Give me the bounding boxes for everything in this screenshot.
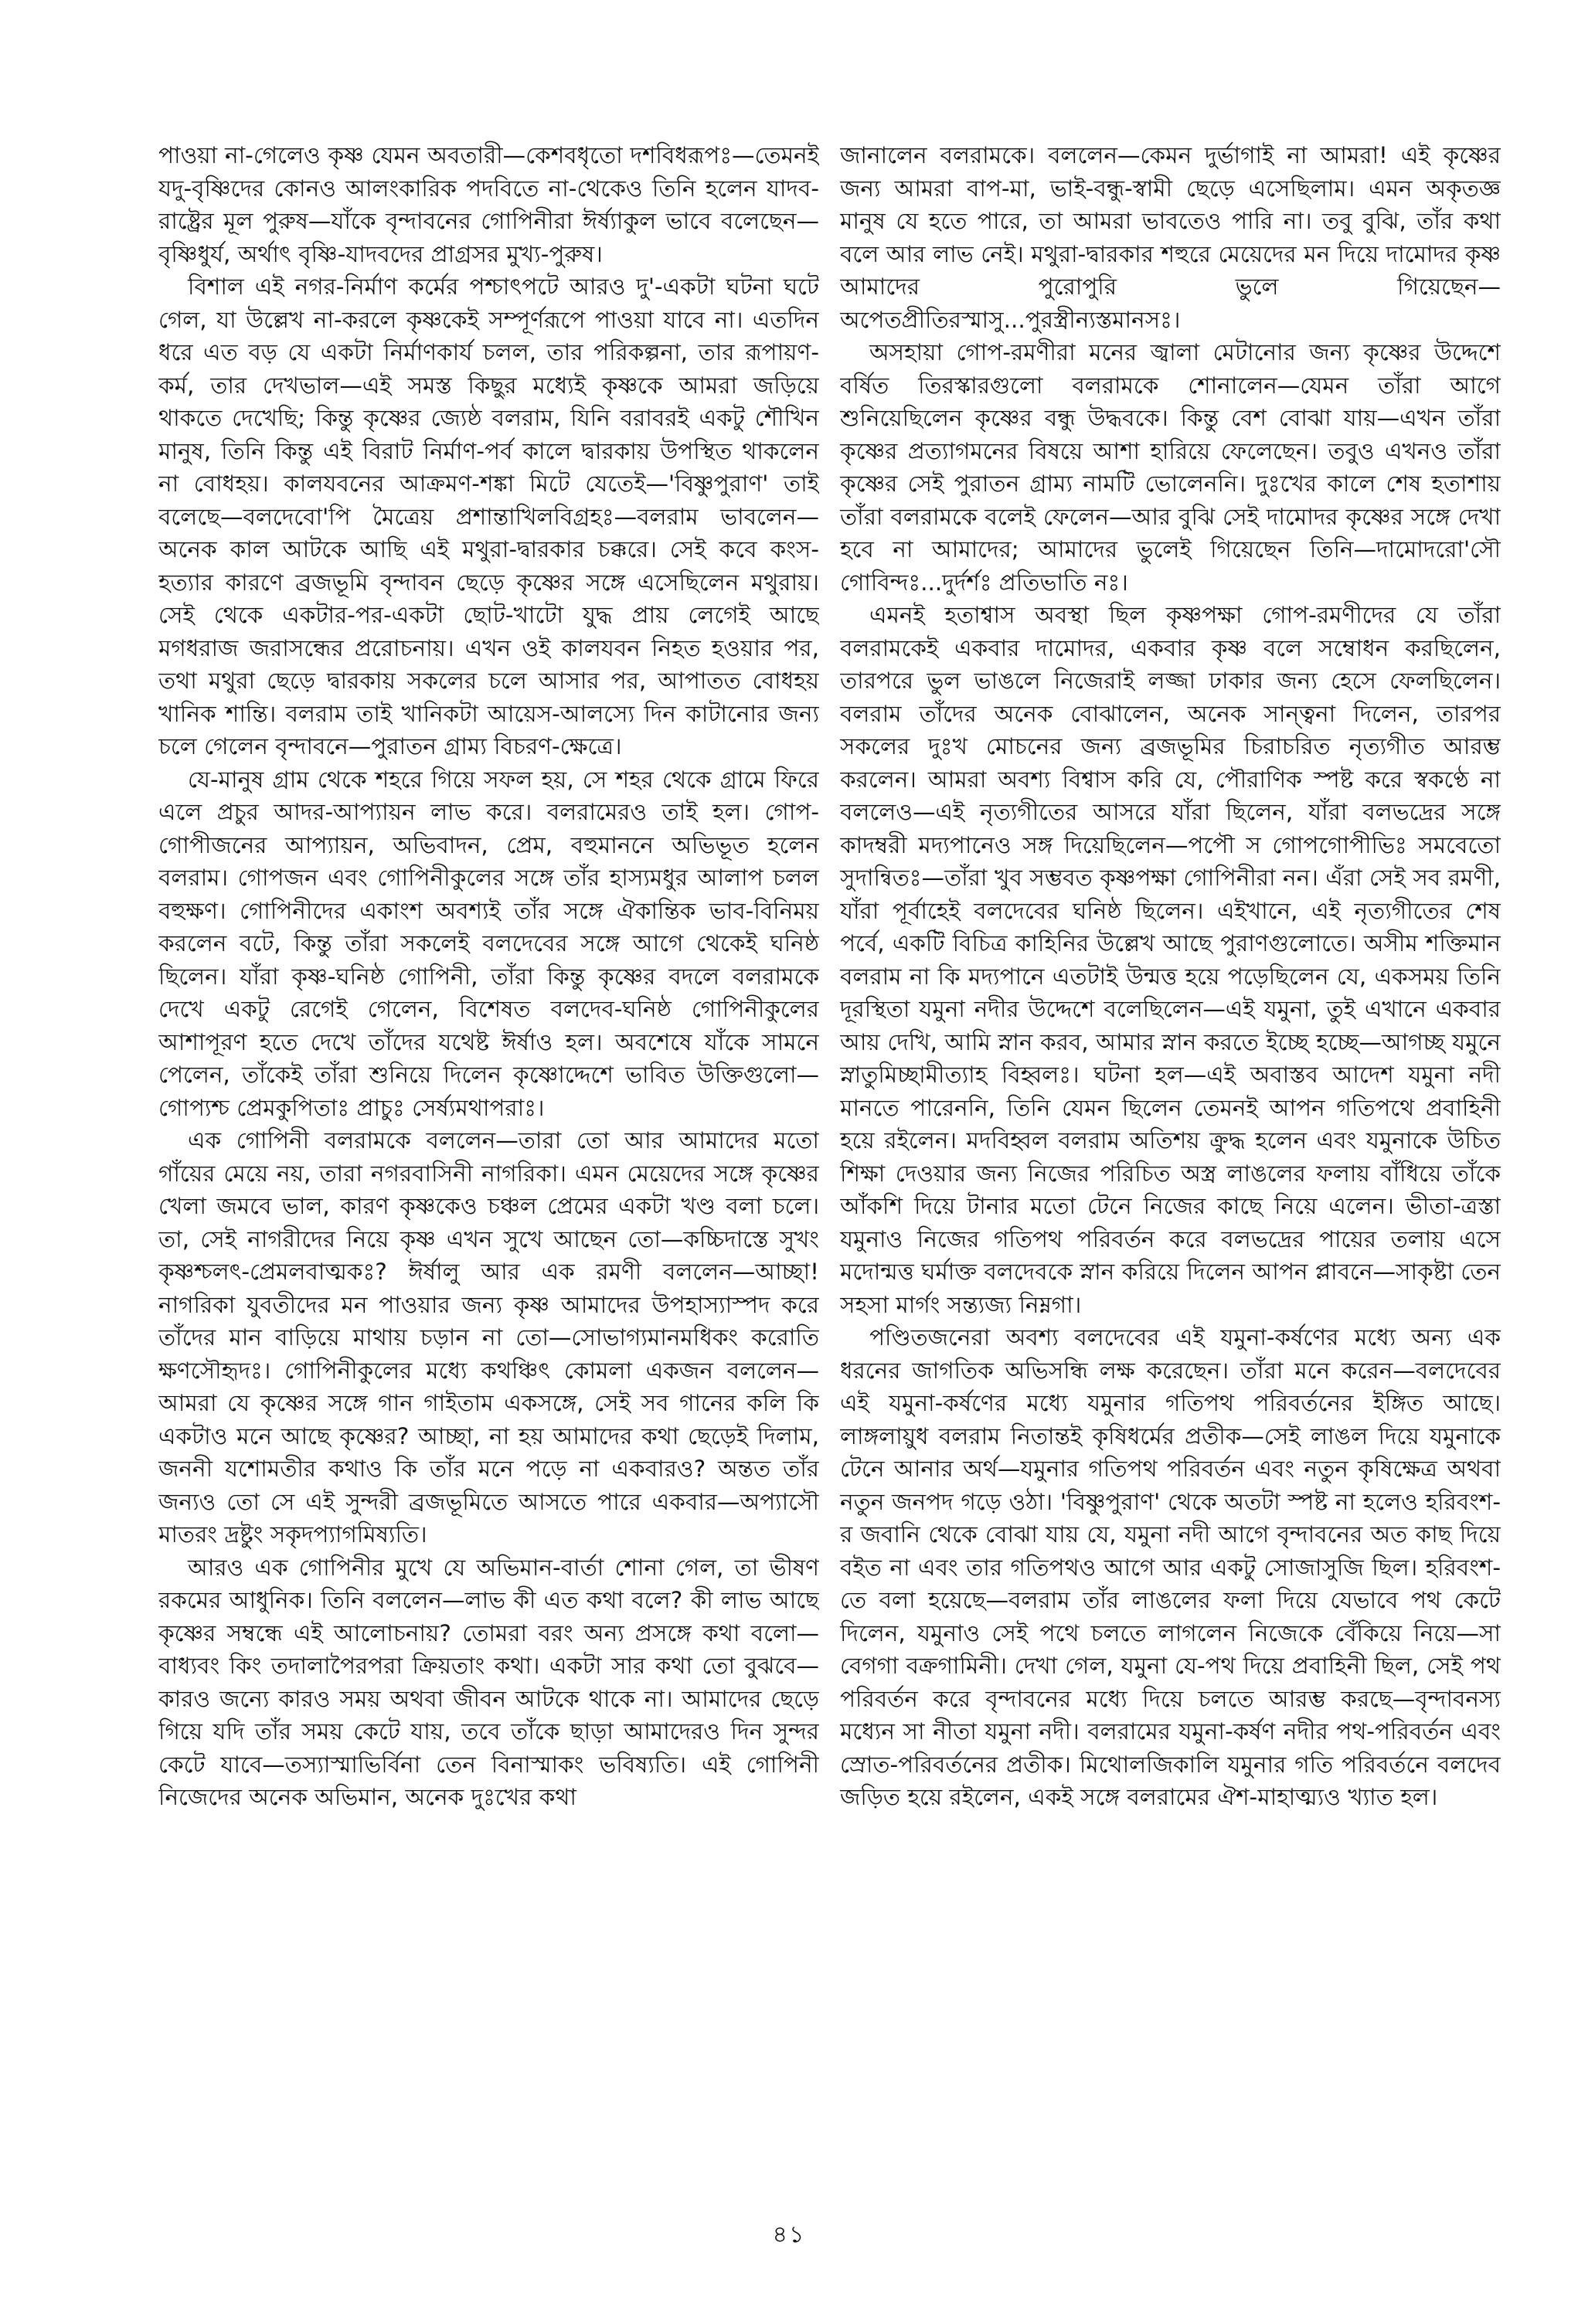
right-text-column (840, 139, 1501, 2271)
paragraph: অসহায়া গোপ-রমণীরা মনের জ্বালা মেটানোর জন্য কৃষ্ণের উদ্দেশে বর্ষিত তিরস্কারগুলো বলরামকে শোনালেন—যেমন তাঁরা আগে শুনিয়েছিলেন কৃষ্ণের বন্ধু উদ্ধবকে। কিন্তু বেশ বোঝা যায়—এখন তাঁরা কৃষ্ণের প্রত্যাগমনের বিষয়ে আশা হারিয়ে ফেলেছেন। তবুও এখনও তাঁরা কৃষ্ণের সেই পুরাতন গ্রাম্য নামটি ভোলেননি। দুঃখের কালে শেষ হতাশায় তাঁরা বলরামকে বলেই ফেলেন—আর বুঝি সেই দামোদর কৃষ্ণের সঙ্গে দেখা হবে না আমাদের; আমাদের ভুলেই গিয়েছেন তিনি—দামোদরো'সৌ গোবিন্দঃ...দুর্দর্শঃ প্রতিভাতি নঃ। (840, 339, 1501, 596)
paragraph: বিশাল এই নগর-নির্মাণ কর্মের পশ্চাৎপটে আরও দু'-একটা ঘটনা ঘটে গেল, যা উল্লেখ না-করলে কৃষ্ণকেই সম্পূর্ণরূপে পাওয়া যাবে না। এতদিন ধরে এত বড় যে একটা নির্মাণকার্য চলল, তার পরিকল্পনা, তার রূপায়ণ-কর্ম, তার দেখভাল—এই সমস্ত কিছুর মধ্যেই কৃষ্ণকে আমরা জড়িয়ে থাকতে দেখেছি; কিন্তু কৃষ্ণের জ্যেষ্ঠ বলরাম, যিনি বরাবরই একটু শৌখিন মানুষ, তিনি কিন্তু এই বিরাট নির্মাণ-পর্ব কালে দ্বারকায় উপস্থিত থাকলেন না বোধহয়। কালযবনের আক্রমণ-শঙ্কা মিটে যেতেই—'বিষ্ণুপুরাণ' তাই বলেছে—বলদেবো'পি মৈত্রেয় প্রশান্তাখিলবিগ্রহঃ—বলরাম ভাবলেন—অনেক কাল আটকে আছি এই মথুরা-দ্বারকার চক্করে। সেই কবে কংস-হত্যার কারণে ব্রজভূমি বৃন্দাবন ছেড়ে কৃষ্ণের সঙ্গে এসেছিলেন মথুরায়। সেই থেকে একটার-পর-একটা ছোট-খাটো যুদ্ধ প্রায় লেগেই আছে মগধরাজ জরাসন্ধের প্ররোচনায়। এখন ওই কালযবন নিহত হওয়ার পর, তথা মথুরা ছেড়ে দ্বারকায় সকলের চলে আসার পর, আপাতত বোধহয় খানিক শান্তি। বলরাম তাই খানিকটা আয়েস-আলস্যে দিন কাটানোর জন্য চলে গেলেন বৃন্দাবনে—পুরাতন গ্রাম্য বিচরণ-ক্ষেত্রে। (158, 274, 819, 759)
paragraph: জানালেন বলরামকে। বললেন—কেমন দুর্ভাগাই না আমরা! এই কৃষ্ণের জন্য আমরা বাপ-মা, ভাই-বন্ধু-স্বামী ছেড়ে এসেছিলাম। এমন অকৃতজ্ঞ মানুষ যে হতে পারে, তা আমরা ভাবতেও পারি না। তবু বুঝি, তাঁর কথা বলে আর লাভ নেই। মথুরা-দ্বারকার শহুরে মেয়েদের মন দিয়ে দামোদর কৃষ্ণ আমাদের পুরোপুরি ভুলে গিয়েছেন—অপেতপ্রীতিরস্মাসু...পুরস্ত্রীন্যস্তমানসঃ। (840, 142, 1501, 333)
paragraph: যে-মানুষ গ্রাম থেকে শহরে গিয়ে সফল হয়, সে শহর থেকে গ্রামে ফিরে এলে প্রচুর আদর-আপ্যায়ন লাভ করে। বলরামেরও তাই হল। গোপ-গোপীজনের আপ্যায়ন, অভিবাদন, প্রেম, বহুমাননে অভিভূত হলেন বলরাম। গোপজন এবং গোপিনীকুলের সঙ্গে তাঁর হাস্যমধুর আলাপ চলল বহুক্ষণ। গোপিনীদের একাংশ অবশ্যই তাঁর সঙ্গে ঐকান্তিক ভাব-বিনিময় করলেন বটে, কিন্তু তাঁরা সকলেই বলদেবের সঙ্গে আগে থেকেই ঘনিষ্ঠ ছিলেন। যাঁরা কৃষ্ণ-ঘনিষ্ঠ গোপিনী, তাঁরা কিন্তু কৃষ্ণের বদলে বলরামকে দেখে একটু রেগেই গেলেন, বিশেষত বলদেব-ঘনিষ্ঠ গোপিনীকুলের আশাপূরণ হতে দেখে তাঁদের যথেষ্ট ঈর্ষাও হল। অবশেষে যাঁকে সামনে পেলেন, তাঁকেই তাঁরা শুনিয়ে দিলেন কৃষ্ণোদ্দেশে ভাবিত উক্তিগুলো—গোপ্যশ্চ প্রেমকুপিতাঃ প্রাচুঃ সের্ষ্যমথাপরাঃ। (158, 766, 819, 1121)
paragraph: আরও এক গোপিনীর মুখে যে অভিমান-বার্তা শোনা গেল, তা ভীষণ রকমের আধুনিক। তিনি বললেন—লাভ কী এত কথা বলে? কী লাভ আছে কৃষ্ণের সম্বন্ধে এই আলোচনায়? তোমরা বরং অন্য প্রসঙ্গে কথা বলো—বাধ্যবং কিং তদালাপৈরপরা ক্রিয়তাং কথা। একটা সার কথা তো বুঝবে—কারও জন্যে কারও সময় অথবা জীবন আটকে থাকে না। আমাদের ছেড়ে গিয়ে যদি তাঁর সময় কেটে যায়, তবে তাঁকে ছাড়া আমাদেরও দিন সুন্দর কেটে যাবে—তস্যাস্মাভির্বিনা তেন বিনাস্মাকং ভবিষ্যতি। এই গোপিনী নিজেদের অনেক অভিমান, অনেক দুঃখের কথা (158, 1554, 819, 1810)
paragraph: পাওয়া না-গেলেও কৃষ্ণ যেমন অবতারী—কেশবধৃতো দশবিধরূপঃ—তেমনই যদু-বৃষ্ণিদের কোনও আলংকারিক পদবিতে না-থেকেও তিনি হলেন যাদব-রাষ্ট্রের মূল পুরুষ—যাঁকে বৃন্দাবনের গোপিনীরা ঈর্ষ্যাকুল ভাবে বলেছেন—বৃষ্ণিধুর্য, অর্থাৎ বৃষ্ণি-যাদবদের প্রাগ্রসর মুখ্য-পুরুষ। (158, 142, 819, 267)
paragraph: এক গোপিনী বলরামকে বললেন—তারা তো আর আমাদের মতো গাঁয়ের মেয়ে নয়, তারা নগরবাসিনী নাগরিকা। এমন মেয়েদের সঙ্গে কৃষ্ণের খেলা জমবে ভাল, কারণ কৃষ্ণকেও চঞ্চল প্রেমের একটা খণ্ড বলা চলে। তা, সেই নাগরীদের নিয়ে কৃষ্ণ এখন সুখে আছেন তো—কচ্চিদাস্তে সুখং কৃষ্ণশ্চলৎ-প্রেমলবাত্মকঃ? ঈর্ষালু আর এক রমণী বললেন—আচ্ছা! নাগরিকা যুবতীদের মন পাওয়ার জন্য কৃষ্ণ আমাদের উপহাস্যাস্পদ করে তাঁদের মান বাড়িয়ে মাথায় চড়ান না তো—সোভাগ্যমানমধিকং করোতি ক্ষণসৌহৃদঃ। গোপিনীকুলের মধ্যে কথঞ্চিৎ কোমলা একজন বললেন—আমরা যে কৃষ্ণের সঙ্গে গান গাইতাম একসঙ্গে, সেই সব গানের কলি কি একটাও মনে আছে কৃষ্ণের? আচ্ছা, না হয় আমাদের কথা ছেড়েই দিলাম, জননী যশোমতীর কথাও কি তাঁর মনে পড়ে না একবারও? অন্তত তাঁর জন্যও তো সে এই সুন্দরী ব্রজভূমিতে আসতে পারে একবার—অপ্যাসৌ মাতরং দ্রষ্টুং সকৃদপ্যাগমিষ্যতি। (158, 1127, 819, 1548)
paragraph: এমনই হতাশ্বাস অবস্থা ছিল কৃষ্ণপক্ষা গোপ-রমণীদের যে তাঁরা বলরামকেই একবার দামোদর, একবার কৃষ্ণ বলে সম্বোধন করছিলেন, তারপরে ভুল ভাঙলে নিজেরাই লজ্জা ঢাকার জন্য হেসে ফেলছিলেন। বলরাম তাঁদের অনেক বোঝালেন, অনেক সান্ত্বনা দিলেন, তারপর সকলের দুঃখ মোচনের জন্য ব্রজভূমির চিরাচরিত নৃত্যগীত আরম্ভ করলেন। আমরা অবশ্য বিশ্বাস করি যে, পৌরাণিক স্পষ্ট করে স্বকণ্ঠে না বললেও—এই নৃত্যগীতের আসরে যাঁরা ছিলেন, যাঁরা বলভদ্রের সঙ্গে কাদম্বরী মদ্যপানেও সঙ্গ দিয়েছিলেন—পপৌ স গোপগোপীভিঃ সমবেতো সুদান্বিতঃ—তাঁরা খুব সম্ভবত কৃষ্ণপক্ষা গোপিনীরা নন। এঁরা সেই সব রমণী, যাঁরা পূর্বাহেই বলদেবের ঘনিষ্ঠ ছিলেন। এইখানে, এই নৃত্যগীতের শেষ পর্বে, একটি বিচিত্র কাহিনির উল্লেখ আছে পুরাণগুলোতে। অসীম শক্তিমান বলরাম না কি মদ্যপানে এতটাই উন্মত্ত হয়ে পড়েছিলেন যে, একসময় তিনি দূরস্থিতা যমুনা নদীর উদ্দেশে বলেছিলেন—এই যমুনা, তুই এখানে একবার আয় দেখি, আমি স্নান করব, আমার স্নান করতে ইচ্ছে হচ্ছে—আগচ্ছ যমুনে স্নাতুমিচ্ছামীত্যাহ বিহ্বলঃ। ঘটনা হল—এই অবাস্তব আদেশ যমুনা নদী মানতে পারেননি, তিনি যেমন ছিলেন তেমনই আপন গতিপথে প্রবাহিনী হয়ে রইলেন। মদবিহ্বল বলরাম অতিশয় ক্রুদ্ধ হলেন এবং যমুনাকে উচিত শিক্ষা দেওয়ার জন্য নিজের পরিচিত অস্ত্র লাঙলের ফলায় বাঁধিয়ে তাঁকে আঁকশি দিয়ে টানার মতো টেনে নিজের কাছে নিয়ে এলেন। ভীতা-ত্রস্তা যমুনাও নিজের গতিপথ পরিবর্তন করে বলভদ্রের পায়ের তলায় এসে মদোন্মত্ত ঘর্মাক্ত বলদেবকে স্নান করিয়ে দিলেন আপন প্লাবনে—সাকৃষ্টা তেন সহসা মার্গং সন্ত্যজ্য নিম্নগা। (840, 602, 1501, 1318)
left-text-column (158, 139, 819, 2271)
paragraph: পণ্ডিতজনেরা অবশ্য বলদেবের এই যমুনা-কর্ষণের মধ্যে অন্য এক ধরনের জাগতিক অভিসন্ধি লক্ষ করেছেন। তাঁরা মনে করেন—বলদেবের এই যমুনা-কর্ষণের মধ্যে যমুনার গতিপথ পরিবর্তনের ইঙ্গিত আছে। লাঙ্গলায়ুধ বলরাম নিতান্তই কৃষিধর্মের প্রতীক—সেই লাঙল দিয়ে যমুনাকে টেনে আনার অর্থ—যমুনার গতিপথ পরিবর্তন এবং নতুন কৃষিক্ষেত্র অথবা নতুন জনপদ গড়ে ওঠা। 'বিষ্ণুপুরাণ' থেকে অতটা স্পষ্ট না হলেও হরিবংশ-র জবানি থেকে বোঝা যায় যে, যমুনা নদী আগে বৃন্দাবনের অত কাছ দিয়ে বইত না এবং তার গতিপথও আগে আর একটু সোজাসুজি ছিল। হরিবংশ-তে বলা হয়েছে—বলরাম তাঁর লাঙলের ফলা দিয়ে যেভাবে পথ কেটে দিলেন, যমুনাও সেই পথে চলতে লাগলেন নিজেকে বেঁকিয়ে নিয়ে—সা বেগগা বক্রগামিনী। দেখা গেল, যমুনা যে-পথ দিয়ে প্রবাহিনী ছিল, সেই পথ পরিবর্তন করে বৃন্দাবনের মধ্যে দিয়ে চলতে আরম্ভ করছে—বৃন্দাবনস্য মধ্যেন সা নীতা যমুনা নদী। বলরামের যমুনা-কর্ষণ নদীর পথ-পরিবর্তন এবং স্রোত-পরিবর্তনের প্রতীক। মিথোলজিকালি যমুনার গতি পরিবর্তনে বলদেব জড়িত হয়ে রইলেন, একই সঙ্গে বলরামের ঐশ-মাহাত্ম্যও খ্যাত হল। (840, 1324, 1501, 1810)
page-number: ৪১ (772, 2221, 806, 2248)
